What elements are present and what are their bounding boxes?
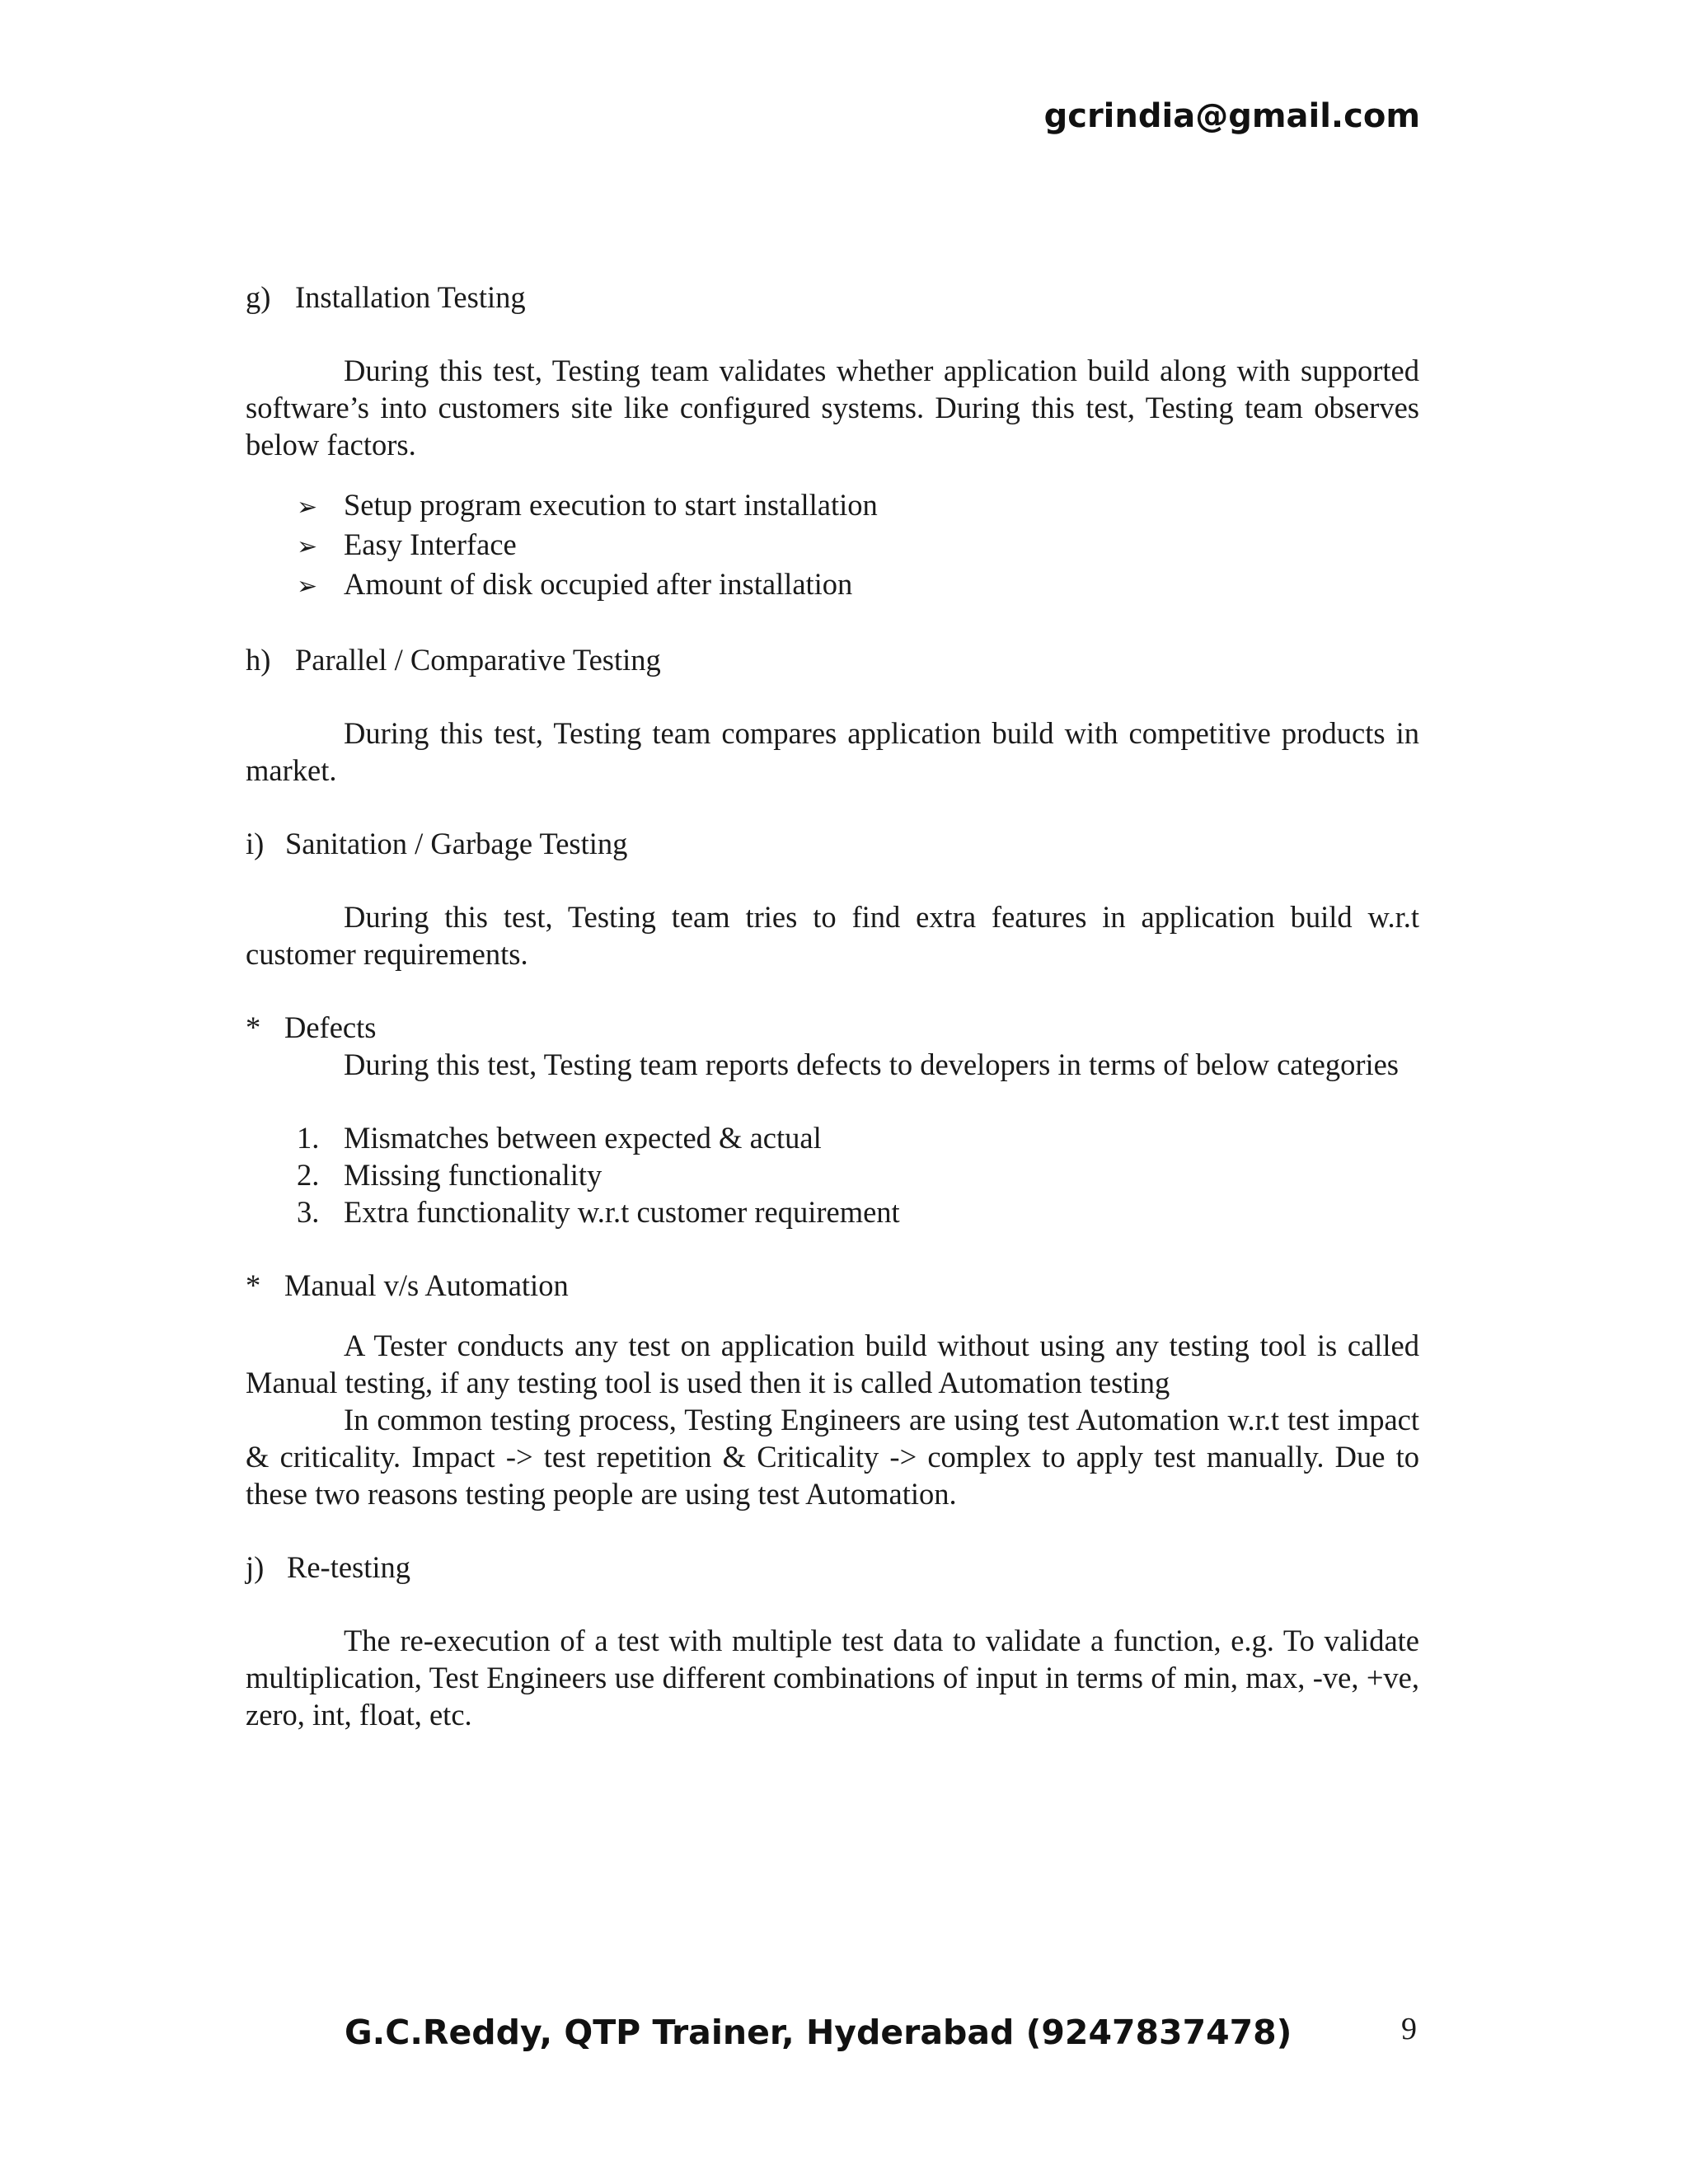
- section-paragraph: During this test, Testing team validates whether application build along with supported software’s into customers site like configured systems. During this test, Testing team observes below factors.: [246, 354, 1419, 462]
- list-item-text: Setup program execution to start installation: [344, 488, 878, 522]
- section-title: Installation Testing: [295, 280, 526, 314]
- list-item-text: Missing functionality: [344, 1158, 603, 1192]
- section-title: Manual v/s Automation: [284, 1268, 569, 1302]
- section-label: h): [246, 643, 271, 677]
- list-item-text: Mismatches between expected & actual: [344, 1121, 822, 1155]
- header-email: gcrindia@gmail.com: [1043, 97, 1420, 135]
- section-heading-manual-vs-automation: [246, 1267, 1419, 1304]
- section-title: Parallel / Comparative Testing: [295, 643, 661, 677]
- section-label: j): [246, 1550, 265, 1584]
- list-item-number: 2.: [297, 1158, 320, 1192]
- section-paragraph: A Tester conducts any test on application build without using any testing tool is called Manual testing, if any testing tool is used then it is called Automation testing: [246, 1329, 1419, 1399]
- list-item: [246, 526, 1419, 565]
- section-paragraph: In common testing process, Testing Engineers are using test Automation w.r.t test impact & criticality. Impact -> test repetition & Criticality -> complex to apply test manually. Due to these two reasons testing people are using test Automation.: [246, 1403, 1419, 1511]
- list-item-number: 3.: [297, 1195, 320, 1229]
- arrowhead-bullet-icon: ➢: [297, 572, 318, 601]
- section-paragraph: During this test, Testing team compares application build with competitive products in market.: [246, 716, 1419, 787]
- page-content: [246, 279, 1419, 1733]
- section-title: Re-testing: [287, 1550, 411, 1584]
- section-heading-installation-testing: [246, 279, 1419, 316]
- section-paragraph: During this test, Testing team reports defects to developers in terms of below categories: [344, 1047, 1400, 1081]
- section-paragraph: During this test, Testing team tries to find extra features in application build w.r.t customer requirements.: [246, 900, 1419, 971]
- asterisk-marker: *: [246, 1010, 261, 1044]
- list-item: [246, 565, 1419, 605]
- list-item-text: Easy Interface: [344, 527, 517, 561]
- section-heading-defects: [246, 1009, 1419, 1046]
- section-paragraph: The re-execution of a test with multiple test data to validate a function, e.g. To validate multiplication, Test Engineers use different combinations of input in terms of min, max, -ve, +ve, zero, int, float, etc.: [246, 1624, 1419, 1732]
- section-heading-sanitation-testing: [246, 825, 1419, 862]
- section-label: i): [246, 827, 265, 860]
- arrowhead-bullet-icon: ➢: [297, 532, 318, 561]
- list-item: [246, 1156, 1419, 1193]
- list-item-number: 1.: [297, 1121, 320, 1155]
- section-label: g): [246, 280, 271, 314]
- asterisk-marker: *: [246, 1268, 261, 1302]
- list-item-text: Amount of disk occupied after installation: [344, 567, 853, 601]
- bullet-list: [246, 486, 1419, 605]
- list-item: [246, 1193, 1419, 1230]
- section-heading-re-testing: [246, 1549, 1419, 1586]
- section-title: Defects: [284, 1010, 377, 1044]
- section-title: Sanitation / Garbage Testing: [285, 827, 628, 860]
- section-heading-parallel-testing: [246, 641, 1419, 678]
- list-item: [246, 486, 1419, 526]
- numbered-list: [246, 1119, 1419, 1230]
- page-number: 9: [1401, 2012, 1417, 2046]
- list-item-text: Extra functionality w.r.t customer requirement: [344, 1195, 900, 1229]
- footer-author-line: G.C.Reddy, QTP Trainer, Hyderabad (9247837478): [345, 2013, 1292, 2052]
- list-item: [246, 1119, 1419, 1156]
- arrowhead-bullet-icon: ➢: [297, 493, 318, 522]
